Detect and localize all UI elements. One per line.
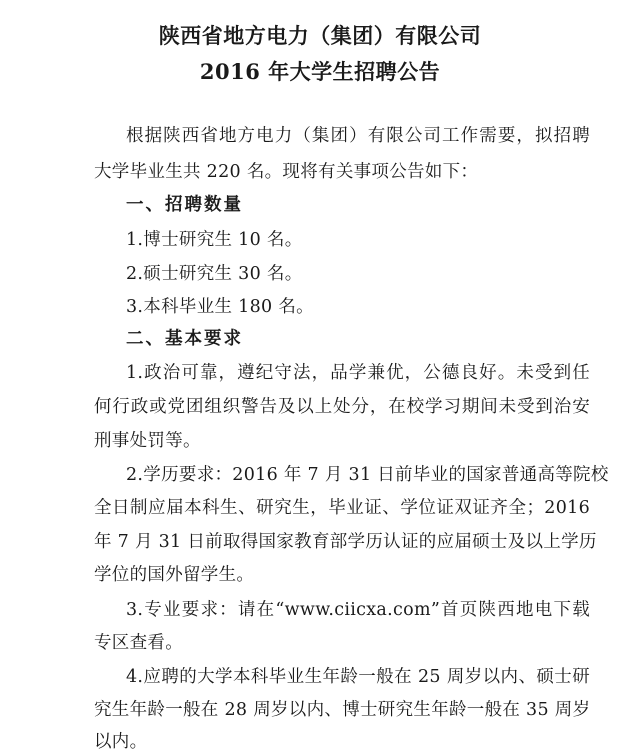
intro-line-2: 大学毕业生共 220 名。现将有关事项公告如下： (94, 162, 479, 182)
list-item-master: 2.硕士研究生 30 名。 (126, 264, 303, 284)
req1-line-2: 何行政或党团组织警告及以上处分，在校学习期间未受到治安 (94, 397, 590, 417)
req4-line-3: 以内。 (94, 732, 148, 752)
section-heading-quantity: 一、招聘数量 (126, 195, 243, 215)
req4-line-1: 4.应聘的大学本科毕业生年龄一般在 25 周岁以内、硕士研 (126, 667, 590, 687)
req2-line-2: 全日制应届本科生、研究生，毕业证、学位证双证齐全；2016 (94, 498, 590, 518)
req2-line-3: 年 7 月 31 日前取得国家教育部学历认证的应届硕士及以上学历 (94, 532, 597, 552)
req4-line-2: 究生年龄一般在 28 周岁以内、博士研究生年龄一般在 35 周岁 (94, 700, 591, 720)
req2-line-4: 学位的国外留学生。 (94, 565, 255, 585)
list-item-bachelor: 3.本科毕业生 180 名。 (126, 297, 314, 317)
req2-line-1: 2.学历要求：2016 年 7 月 31 日前毕业的国家普通高等院校 (126, 465, 609, 485)
intro-line-1: 根据陕西省地方电力（集团）有限公司工作需要，拟招聘 (126, 126, 590, 146)
req3-line-1: 3.专业要求：请在“www.ciicxa.com”首页陕西地电下载 (126, 600, 590, 620)
company-title: 陕西省地方电力（集团）有限公司 (158, 23, 482, 48)
section-heading-requirements: 二、基本要求 (126, 329, 243, 349)
announcement-title: 2016 年大学生招聘公告 (199, 59, 441, 84)
req1-line-3: 刑事处罚等。 (94, 431, 201, 451)
req3-line-2: 专区查看。 (94, 633, 183, 653)
list-item-phd: 1.博士研究生 10 名。 (126, 230, 303, 250)
req1-line-1: 1.政治可靠，遵纪守法，品学兼优，公德良好。未受到任 (126, 363, 590, 383)
